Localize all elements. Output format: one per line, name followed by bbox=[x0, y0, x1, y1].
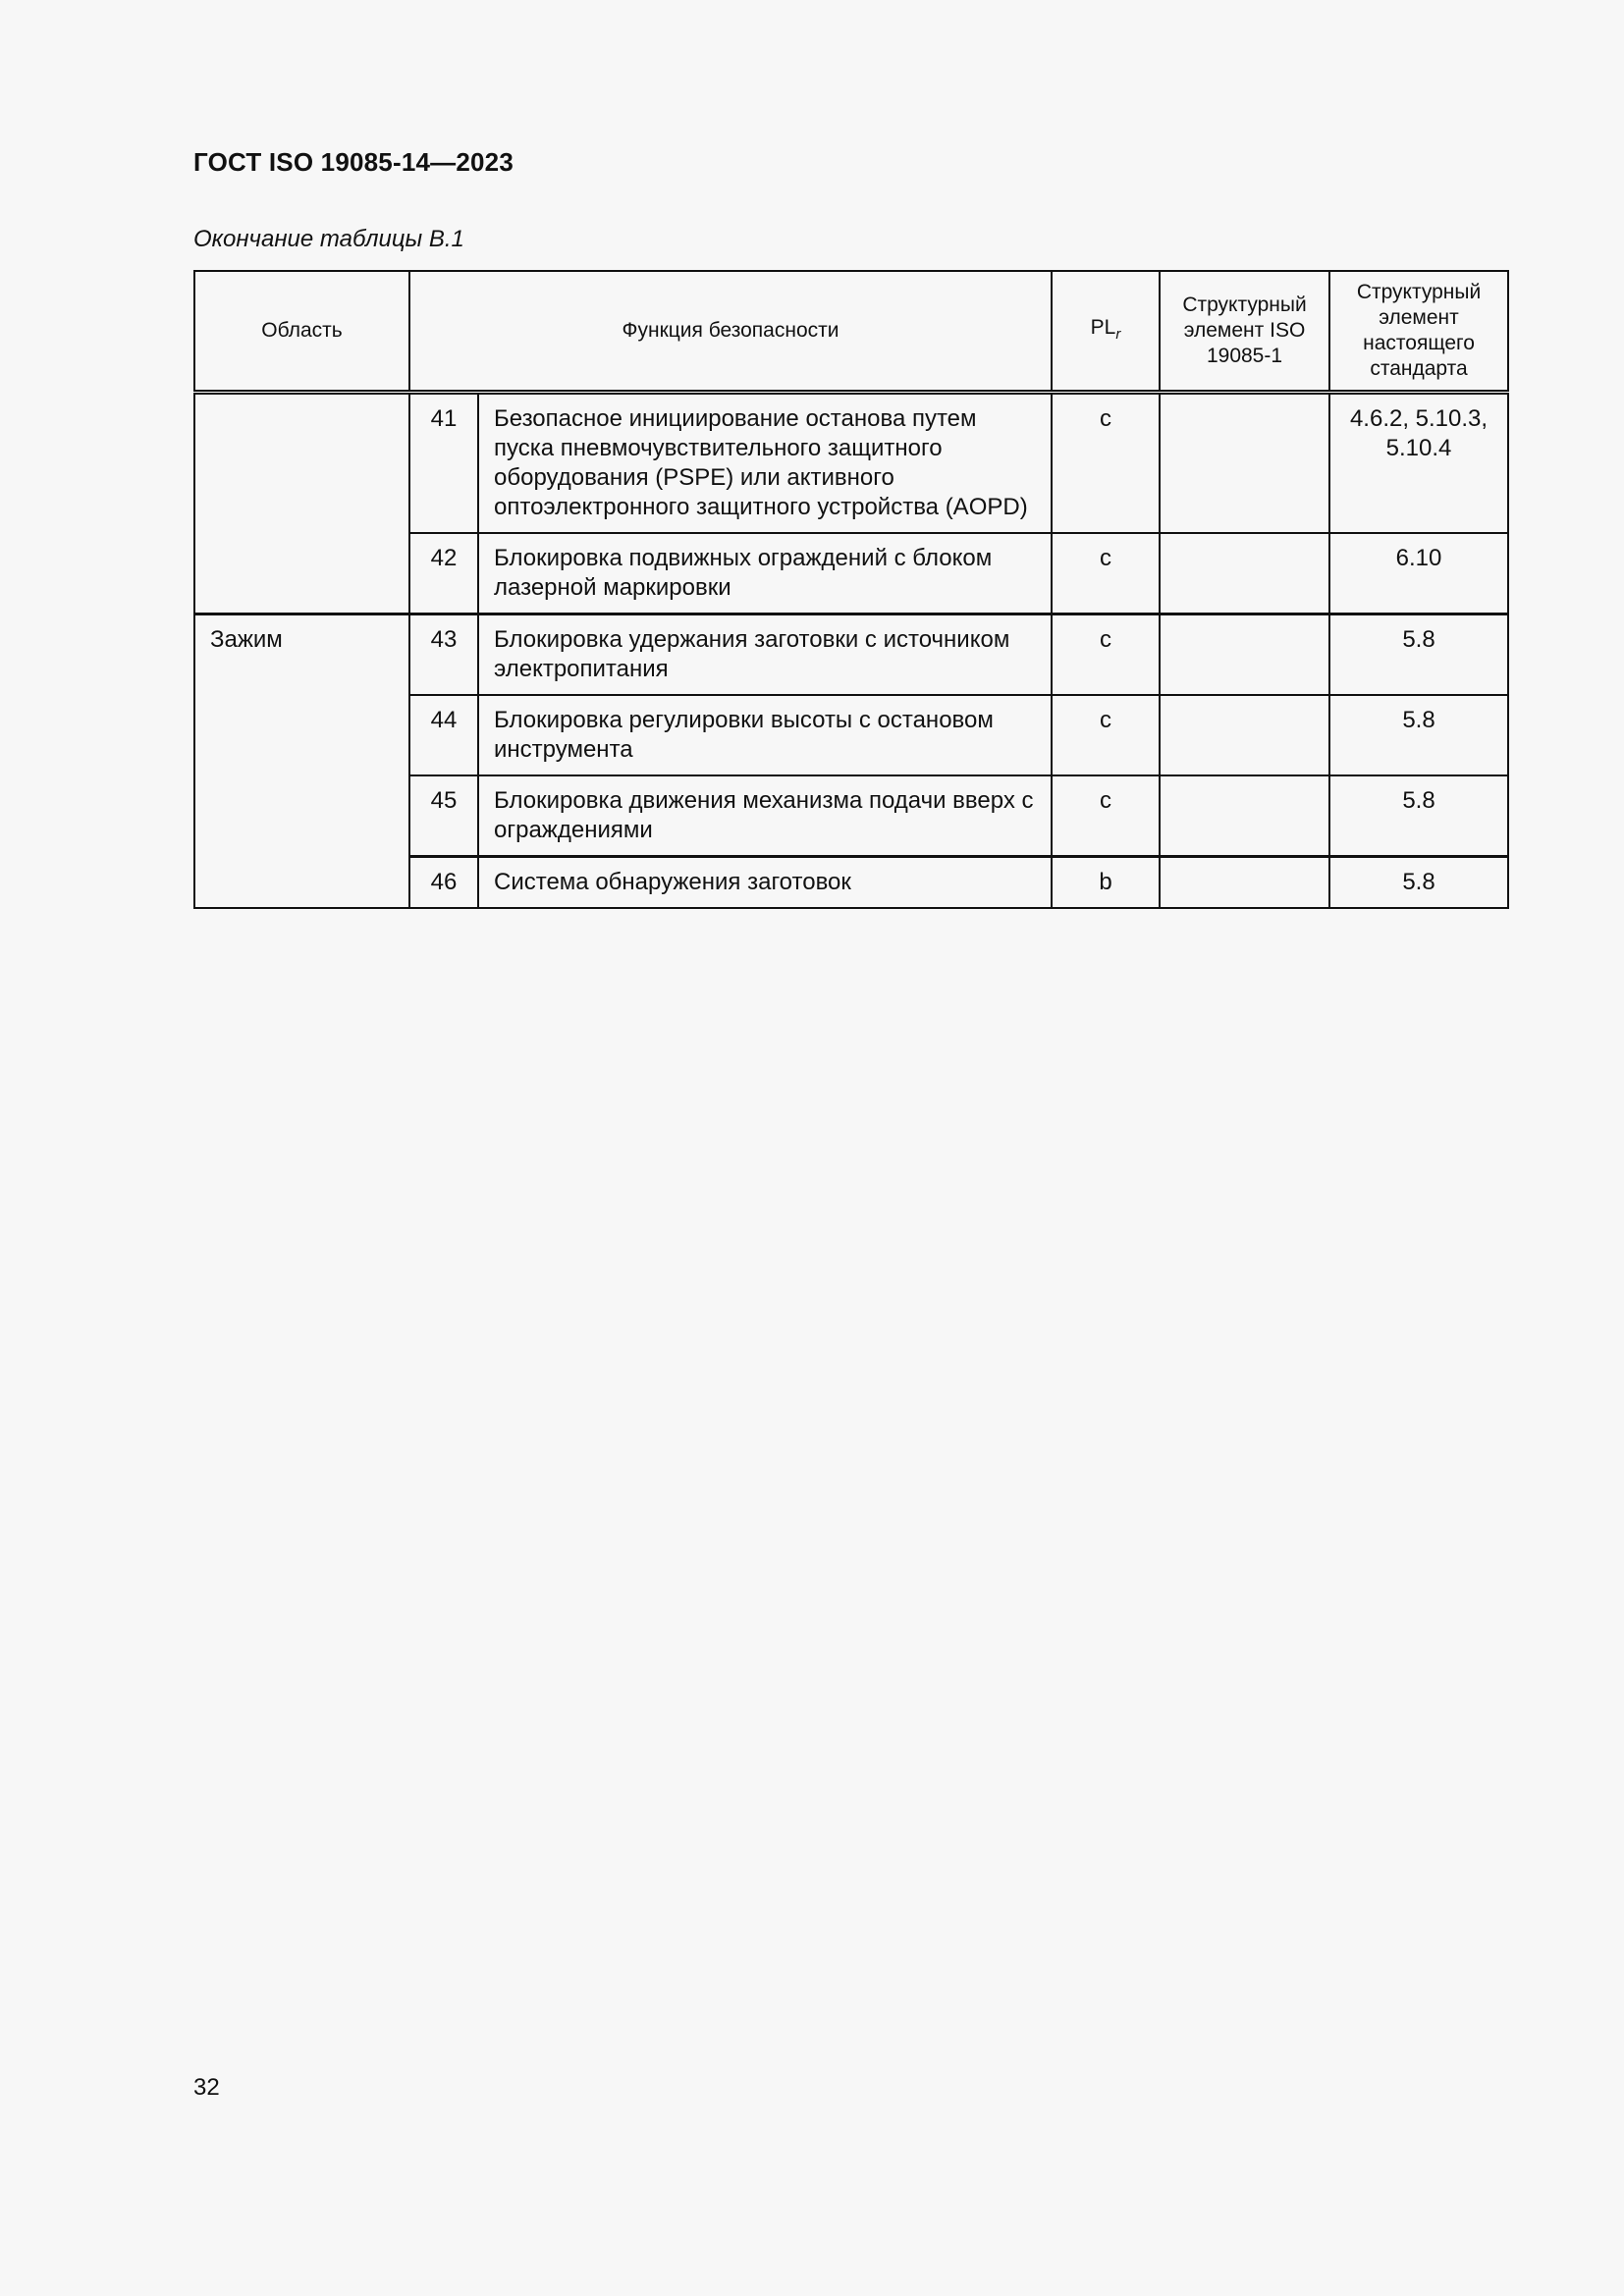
iso-element-value bbox=[1160, 857, 1329, 909]
function-number: 41 bbox=[409, 393, 478, 534]
table-row bbox=[194, 393, 1508, 534]
function-number: 44 bbox=[409, 695, 478, 775]
iso-element-value bbox=[1160, 775, 1329, 857]
function-description: Блокировка движения механизма подачи вверх с ограждениями bbox=[478, 775, 1052, 857]
iso-element-value bbox=[1160, 614, 1329, 696]
function-description: Блокировка подвижных ограждений с блоком лазерной маркировки bbox=[478, 533, 1052, 614]
document-header: ГОСТ ISO 19085-14—2023 bbox=[193, 147, 514, 177]
header-pl-main: PL bbox=[1090, 315, 1116, 339]
area-cell bbox=[194, 393, 409, 614]
header-pl-sub: r bbox=[1115, 325, 1121, 343]
function-number: 43 bbox=[409, 614, 478, 696]
table-row bbox=[194, 614, 1508, 696]
pl-value: c bbox=[1052, 775, 1160, 857]
std-element-value: 6.10 bbox=[1329, 533, 1508, 614]
function-number: 42 bbox=[409, 533, 478, 614]
header-std-element: Структурный элемент настоящего стандарта bbox=[1329, 271, 1508, 393]
pl-value: b bbox=[1052, 857, 1160, 909]
std-element-value: 4.6.2, 5.10.3, 5.10.4 bbox=[1329, 393, 1508, 534]
safety-functions-table bbox=[193, 270, 1509, 909]
header-area: Область bbox=[194, 271, 409, 393]
function-description: Блокировка удержания заготовки с источником электропитания bbox=[478, 614, 1052, 696]
header-iso-element: Структурный элемент ISO 19085-1 bbox=[1160, 271, 1329, 393]
iso-element-value bbox=[1160, 695, 1329, 775]
header-function: Функция безопасности bbox=[409, 271, 1052, 393]
function-description: Система обнаружения заготовок bbox=[478, 857, 1052, 909]
std-element-value: 5.8 bbox=[1329, 695, 1508, 775]
pl-value: c bbox=[1052, 533, 1160, 614]
area-cell: Зажим bbox=[194, 614, 409, 909]
page-number: 32 bbox=[193, 2074, 220, 2101]
table-header-row bbox=[194, 271, 1508, 393]
function-description: Блокировка регулировки высоты с остановом инструмента bbox=[478, 695, 1052, 775]
table-caption: Окончание таблицы В.1 bbox=[193, 226, 464, 252]
pl-value: c bbox=[1052, 393, 1160, 534]
std-element-value: 5.8 bbox=[1329, 614, 1508, 696]
std-element-value: 5.8 bbox=[1329, 775, 1508, 857]
pl-value: c bbox=[1052, 614, 1160, 696]
iso-element-value bbox=[1160, 533, 1329, 614]
header-pl bbox=[1052, 271, 1160, 393]
function-description: Безопасное инициирование останова путем пуска пневмочувствительного защитного оборудования (PSPE) или активного оптоэлектронного защитного устройства (AOPD) bbox=[478, 393, 1052, 534]
pl-value: c bbox=[1052, 695, 1160, 775]
iso-element-value bbox=[1160, 393, 1329, 534]
std-element-value: 5.8 bbox=[1329, 857, 1508, 909]
function-number: 45 bbox=[409, 775, 478, 857]
function-number: 46 bbox=[409, 857, 478, 909]
